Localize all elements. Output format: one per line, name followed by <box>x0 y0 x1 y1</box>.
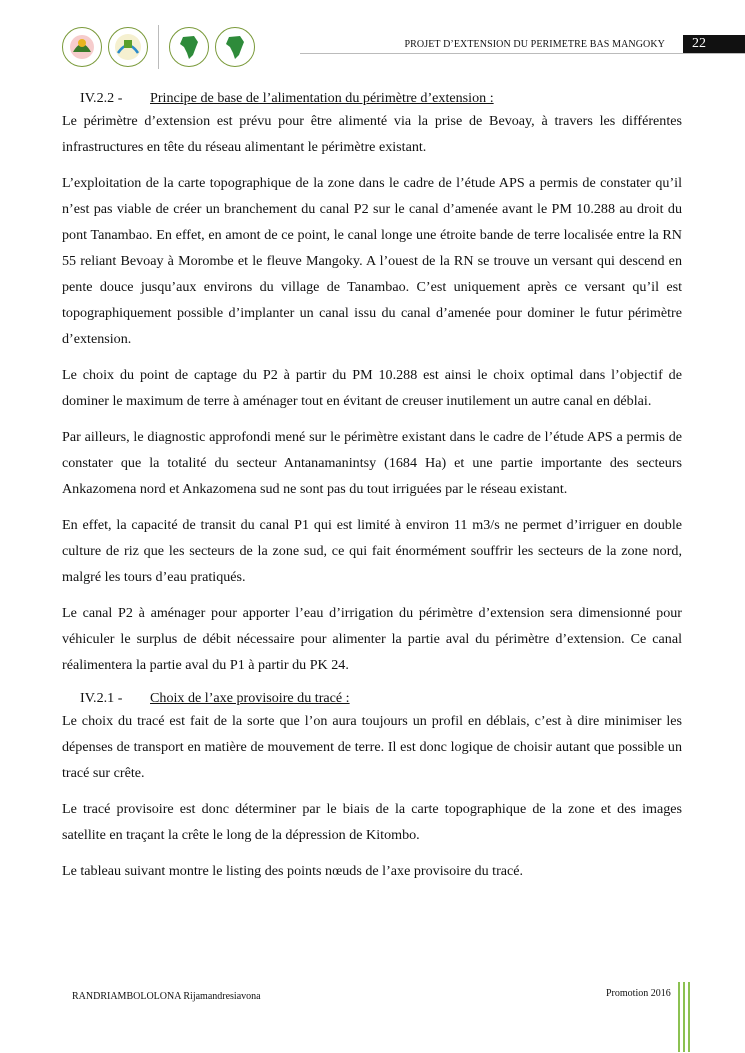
paragraph: Le tableau suivant montre le listing des points nœuds de l’axe provisoire du tracé. <box>62 863 524 879</box>
header-logos <box>62 24 255 70</box>
paragraph: Le choix du tracé est fait de la sorte que l’on aura toujours un profil en déblais, c’est à dire minimiser les dépenses de transport en matière de mouvement de terre. Il est donc logique de choisir autant que possible un tracé sur crête. <box>62 713 682 781</box>
section-title: Principe de base de l’alimentation du périmètre d’extension : <box>150 90 494 106</box>
logo-divider <box>158 25 159 69</box>
page-number: 22 <box>683 35 745 53</box>
section-number: IV.2.2 - <box>80 90 123 106</box>
paragraph: Le canal P2 à aménager pour apporter l’eau d’irrigation du périmètre d’extension sera dimensionné pour véhiculer le surplus de débit nécessaire pour alimenter la partie aval du périmètre d’extension. Ce canal réalimentera la partie aval du P1 à partir du PK 24. <box>62 605 682 673</box>
header-title: PROJET D’EXTENSION DU PERIMETRE BAS MANGOKY <box>404 39 665 50</box>
document-body <box>62 88 682 894</box>
footer-bar <box>688 982 690 1052</box>
section-heading <box>80 88 682 108</box>
ministry-emblem-icon <box>108 27 148 67</box>
paragraph: En effet, la capacité de transit du canal P1 qui est limité à environ 11 m3/s ne permet d’irriguer en double culture de riz que les secteurs de la zone sud, ce qui fait énormément souffrir les secteurs de la zone nord, malgré les tours d’eau pratiqués. <box>62 517 682 585</box>
paragraph: Par ailleurs, le diagnostic approfondi mené sur le périmètre existant dans le cadre de l’étude APS a permis de constater que la totalité du secteur Antanamanintsy (1684 Ha) et une partie importante des secteurs Ankazomena nord et Ankazomena sud ne sont pas du tout irriguées par le réseau existant. <box>62 429 682 497</box>
paragraph: L’exploitation de la carte topographique de la zone dans le cadre de l’étude APS a permis de constater qu’il n’est pas viable de créer un branchement du canal P2 sur le canal d’amenée avant le PM 10.288 au droit du pont Tanambao. En effet, en amont de ce point, le canal longe une étroite bande de terre localisée entre la RN 55 reliant Bevoay à Morombe et le fleuve Mangoky. A l’ouest de la RN se trouve un versant qui descend en pente douce jusqu’aux environs du village de Tanambao. C’est uniquement après ce versant qu’il est topographiquement possible d’implanter un canal issu du canal d’amenée pour dominer le futur périmètre d’extension. <box>62 175 682 347</box>
header-divider <box>300 53 745 54</box>
afdb-africa-map-icon <box>169 27 209 67</box>
afdb-africa-map-icon <box>215 27 255 67</box>
paragraph: Le périmètre d’extension est prévu pour être alimenté via la prise de Bevoay, à travers les différentes infrastructures en tête du réseau alimentant le périmètre existant. <box>62 113 682 155</box>
section-heading <box>80 688 682 708</box>
paragraph: Le choix du point de captage du P2 à partir du PM 10.288 est ainsi le choix optimal dans l’objectif de dominer le maximum de terre à aménager tout en évitant de creuser inutilement un autre canal en déblai. <box>62 367 682 409</box>
section-number: IV.2.1 - <box>80 690 123 706</box>
footer-author: RANDRIAMBOLOLONA Rijamandresiavona <box>72 991 261 1002</box>
footer-decoration <box>678 982 690 1052</box>
paragraph: Le tracé provisoire est donc déterminer par le biais de la carte topographique de la zone et des images satellite en traçant la crête le long de la dépression de Kitombo. <box>62 801 682 843</box>
footer-bar <box>683 982 685 1052</box>
region-emblem-icon <box>62 27 102 67</box>
footer-promotion: Promotion 2016 <box>606 988 671 999</box>
section-title: Choix de l’axe provisoire du tracé : <box>150 690 350 706</box>
footer-bar <box>678 982 680 1052</box>
